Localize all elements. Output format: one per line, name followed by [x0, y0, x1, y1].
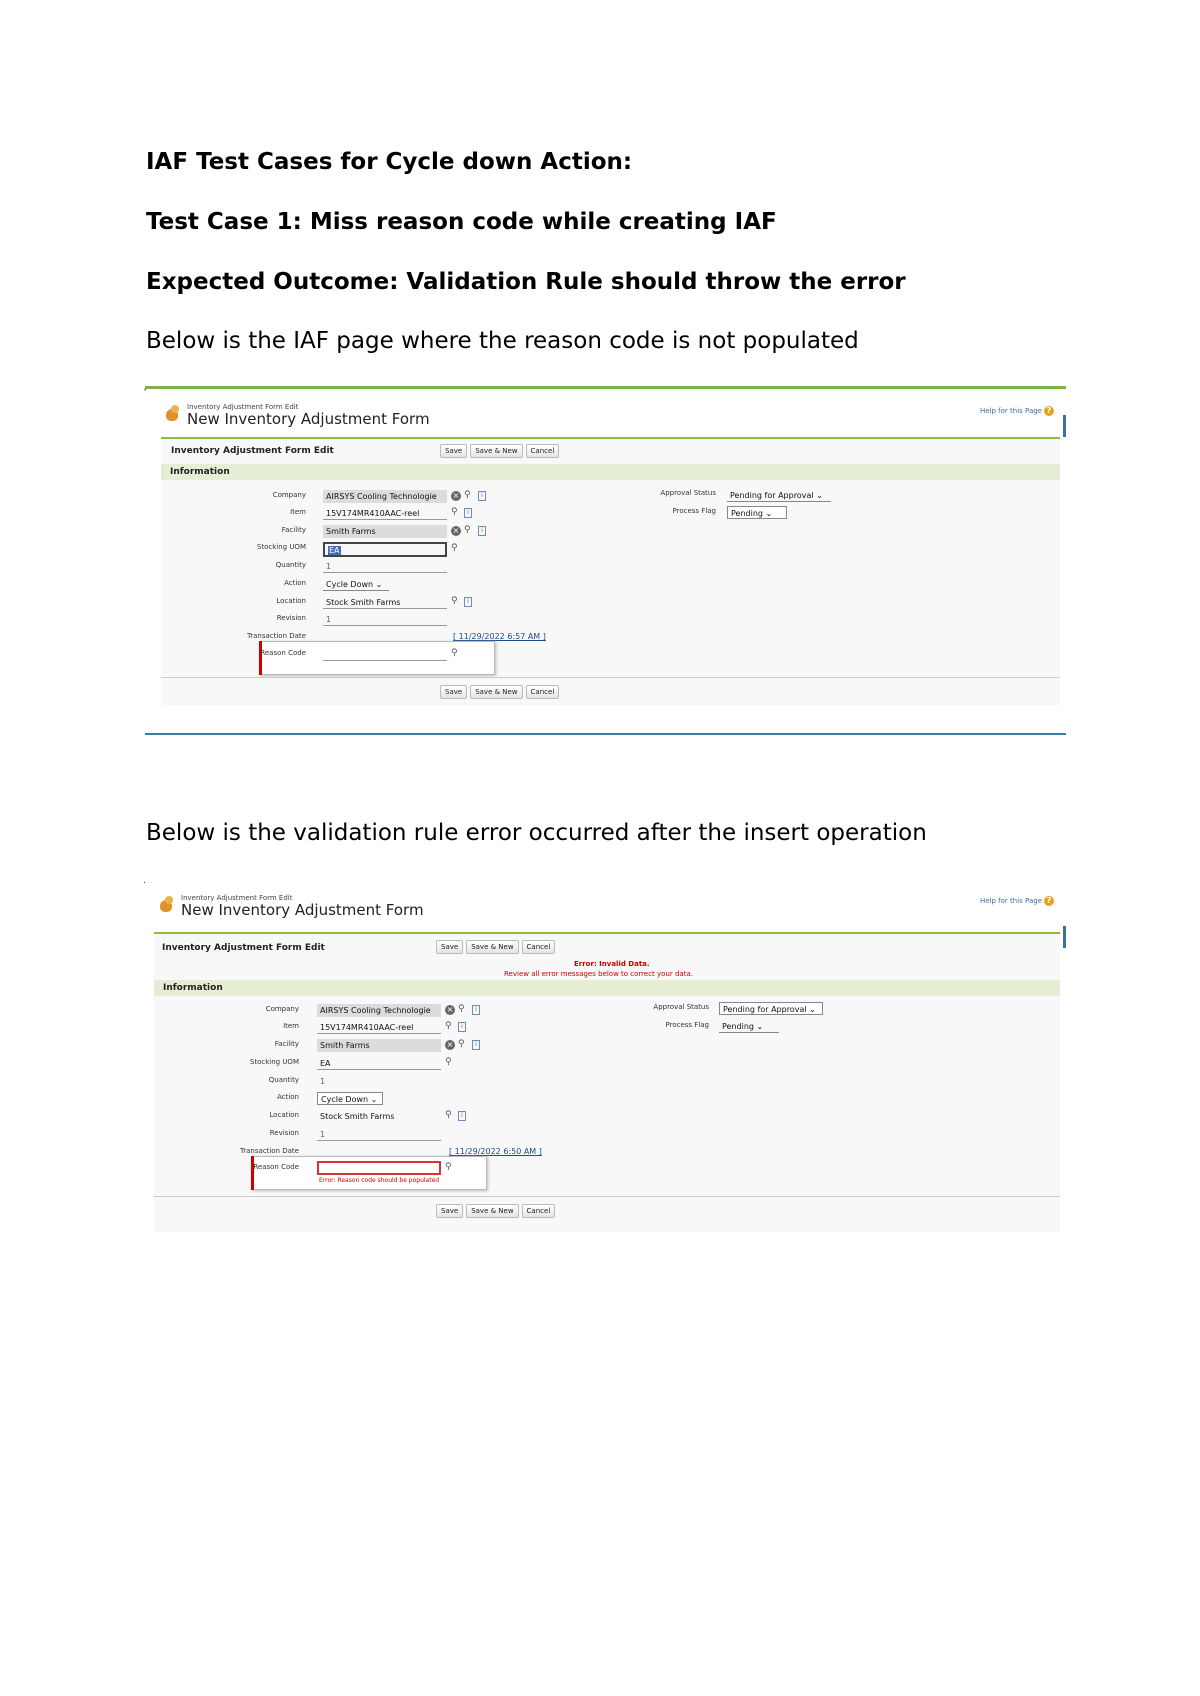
cancel-button[interactable]: Cancel	[526, 444, 560, 458]
info-icon[interactable]: i	[458, 1111, 466, 1121]
label-reason-code: Reason Code	[253, 1163, 299, 1171]
save-new-button[interactable]: Save & New	[466, 940, 518, 954]
label-reason-code: Reason Code	[260, 649, 306, 657]
error-title: Error: Invalid Data.	[574, 960, 650, 968]
action-select[interactable]: Cycle Down ⌄	[317, 1092, 383, 1105]
label-facility: Facility	[281, 526, 306, 534]
form-icon	[165, 405, 181, 421]
date-link[interactable]: [ 11/29/2022 6:50 AM ]	[449, 1147, 542, 1156]
approval-status-select[interactable]: Pending for Approval ⌄	[719, 1002, 823, 1015]
lookup-icon[interactable]: ⚲	[445, 1162, 452, 1172]
top-button-bar	[436, 940, 555, 954]
top-button-bar	[440, 444, 559, 458]
save-new-button[interactable]: Save & New	[466, 1204, 518, 1218]
cancel-button[interactable]: Cancel	[522, 940, 556, 954]
reason-code-field[interactable]	[323, 648, 447, 661]
process-flag-select[interactable]: Pending ⌄	[719, 1020, 779, 1033]
save-new-button[interactable]: Save & New	[470, 444, 522, 458]
clear-icon[interactable]: ×	[452, 526, 460, 535]
bottom-button-bar	[436, 1204, 555, 1218]
label-location: Location	[269, 1111, 299, 1119]
label-company: Company	[272, 491, 306, 499]
label-transaction-date: Transaction Date	[246, 632, 306, 640]
lookup-icon[interactable]: ⚲	[451, 596, 458, 606]
location-field[interactable]: Stock Smith Farms	[320, 1112, 395, 1121]
label-revision: Revision	[269, 1129, 299, 1137]
label-stocking-uom: Stocking UOM	[249, 1058, 299, 1066]
block-title: Inventory Adjustment Form Edit	[171, 446, 334, 456]
label-transaction-date: Transaction Date	[239, 1147, 299, 1155]
label-quantity: Quantity	[275, 561, 306, 569]
cancel-button[interactable]: Cancel	[526, 685, 560, 699]
company-field[interactable]: AIRSYS Cooling Technologie	[317, 1004, 441, 1017]
lookup-icon[interactable]: ⚲	[445, 1021, 452, 1031]
revision-field[interactable]: 1	[323, 613, 447, 626]
lookup-icon[interactable]: ⚲	[451, 543, 458, 553]
label-quantity: Quantity	[268, 1076, 299, 1084]
screenshot-form-before: ˇ Inventory Adjustment Form Edit New Inventory Adjustment Form Help for this Page ? Inventory Adjustment Form Edit Save Save & New Cancel Information Company AIRSYS Cooling Technologie × ⚲ i Item 15V174MR410AAC-reel ⚲ i Facility Smith Farms × ⚲ i Stocking UOM EA ⚲ Quantity 1 Action Cycle Down ⌄ Location Stock Smith Farms ⚲ i Revision 1 Transaction Date [ 11/29/2022 6:57 AM ] Reason Code ⚲ Approval Status Pending for Approval ⌄ Process Flag Pending ⌄ Save Save & New Cancel	[145, 386, 1066, 735]
label-item: Item	[290, 508, 306, 516]
clear-icon[interactable]: ×	[446, 1040, 454, 1049]
page-title: New Inventory Adjustment Form	[187, 410, 430, 428]
save-button[interactable]: Save	[440, 685, 467, 699]
save-button[interactable]: Save	[436, 940, 463, 954]
lookup-icon[interactable]: ⚲	[464, 490, 471, 500]
label-approval-status: Approval Status	[653, 1003, 709, 1011]
quantity-field[interactable]: 1	[320, 1077, 326, 1086]
quantity-field[interactable]: 1	[323, 560, 447, 573]
facility-field[interactable]: Smith Farms	[323, 525, 447, 538]
info-icon[interactable]: i	[458, 1022, 466, 1032]
label-facility: Facility	[274, 1040, 299, 1048]
label-company: Company	[265, 1005, 299, 1013]
item-field[interactable]: 15V174MR410AAC-reel	[323, 507, 447, 520]
facility-field[interactable]: Smith Farms	[317, 1039, 441, 1052]
help-link[interactable]: Help for this Page ?	[980, 896, 1054, 906]
cancel-button[interactable]: Cancel	[522, 1204, 556, 1218]
location-field[interactable]: Stock Smith Farms	[323, 596, 447, 609]
save-new-button[interactable]: Save & New	[470, 685, 522, 699]
info-icon[interactable]: i	[472, 1040, 480, 1050]
lookup-icon[interactable]: ⚲	[445, 1057, 452, 1067]
bottom-button-bar	[440, 685, 559, 699]
approval-status-select[interactable]: Pending for Approval ⌄	[727, 489, 831, 502]
save-button[interactable]: Save	[436, 1204, 463, 1218]
date-link[interactable]: [ 11/29/2022 6:57 AM ]	[453, 632, 546, 641]
info-icon[interactable]: i	[464, 597, 472, 607]
test-case-title: Test Case 1: Miss reason code while creating IAF	[146, 209, 777, 235]
help-icon[interactable]: ?	[1044, 896, 1054, 906]
reason-code-error: Error: Reason code should be populated	[319, 1177, 440, 1184]
stocking-uom-field[interactable]: EA	[317, 1057, 441, 1070]
block-title: Inventory Adjustment Form Edit	[162, 943, 325, 953]
error-message: Review all error messages below to correct your data.	[504, 970, 693, 978]
save-button[interactable]: Save	[440, 444, 467, 458]
section-header: Information	[154, 980, 1060, 996]
screenshot-form-error: . Inventory Adjustment Form Edit New Inventory Adjustment Form Help for this Page ? Inventory Adjustment Form Edit Save Save & New Cancel Error: Invalid Data. Review all error messages below to correct your data. Information Company AIRSYS Cooling Technologie × ⚲ i Item 15V174MR410AAC-reel ⚲ i Facility Smith Farms × ⚲ i Stocking UOM EA ⚲ Quantity 1 Action Cycle Down ⌄ Location Stock Smith Farms ⚲ i Revision 1 Transaction Date [ 11/29/2022 6:50 AM ] Reason Code ⚲ Error: Reason code should be populated Approval Status Pending for Approval ⌄ Process Flag Pending ⌄ Save Save & New Cancel	[145, 876, 1066, 1233]
caption-before: Below is the IAF page where the reason code is not populated	[146, 328, 859, 354]
label-process-flag: Process Flag	[672, 507, 716, 515]
label-revision: Revision	[276, 614, 306, 622]
label-location: Location	[276, 597, 306, 605]
lookup-icon[interactable]: ⚲	[445, 1110, 452, 1120]
process-flag-select[interactable]: Pending ⌄	[727, 506, 787, 519]
form-block	[154, 932, 1060, 1232]
clear-icon[interactable]: ×	[452, 491, 460, 500]
doc-heading: IAF Test Cases for Cycle down Action:	[146, 149, 633, 175]
info-icon[interactable]: i	[464, 508, 472, 518]
help-icon[interactable]: ?	[1044, 406, 1054, 416]
reason-code-field[interactable]	[317, 1161, 441, 1175]
item-field[interactable]: 15V174MR410AAC-reel	[317, 1021, 441, 1034]
revision-field[interactable]: 1	[317, 1128, 441, 1141]
form-icon	[159, 896, 175, 912]
page-super-title: Inventory Adjustment Form Edit	[181, 894, 293, 902]
required-indicator	[259, 641, 262, 675]
form-block	[161, 437, 1060, 705]
lookup-icon[interactable]: ⚲	[451, 507, 458, 517]
label-action: Action	[284, 579, 306, 587]
label-process-flag: Process Flag	[665, 1021, 709, 1029]
label-action: Action	[277, 1093, 299, 1101]
required-indicator	[251, 1156, 254, 1190]
label-approval-status: Approval Status	[660, 489, 716, 497]
page-super-title: Inventory Adjustment Form Edit	[187, 403, 299, 411]
label-item: Item	[283, 1022, 299, 1030]
company-field[interactable]: AIRSYS Cooling Technologie	[323, 490, 447, 503]
page-title: New Inventory Adjustment Form	[181, 901, 424, 919]
action-select[interactable]: Cycle Down ⌄	[323, 578, 389, 591]
caption-after: Below is the validation rule error occurred after the insert operation	[146, 820, 927, 846]
lookup-icon[interactable]: ⚲	[458, 1039, 465, 1049]
section-header: Information	[161, 464, 1060, 480]
info-icon[interactable]: i	[478, 491, 486, 501]
help-link[interactable]: Help for this Page ?	[980, 406, 1054, 416]
label-stocking-uom: Stocking UOM	[256, 543, 306, 551]
info-icon[interactable]: i	[478, 526, 486, 536]
stocking-uom-field[interactable]: EA	[323, 542, 447, 557]
lookup-icon[interactable]: ⚲	[458, 1004, 465, 1014]
clear-icon[interactable]: ×	[446, 1005, 454, 1014]
lookup-icon[interactable]: ⚲	[464, 525, 471, 535]
info-icon[interactable]: i	[472, 1005, 480, 1015]
lookup-icon[interactable]: ⚲	[451, 648, 458, 658]
expected-outcome: Expected Outcome: Validation Rule should throw the error	[146, 269, 906, 295]
